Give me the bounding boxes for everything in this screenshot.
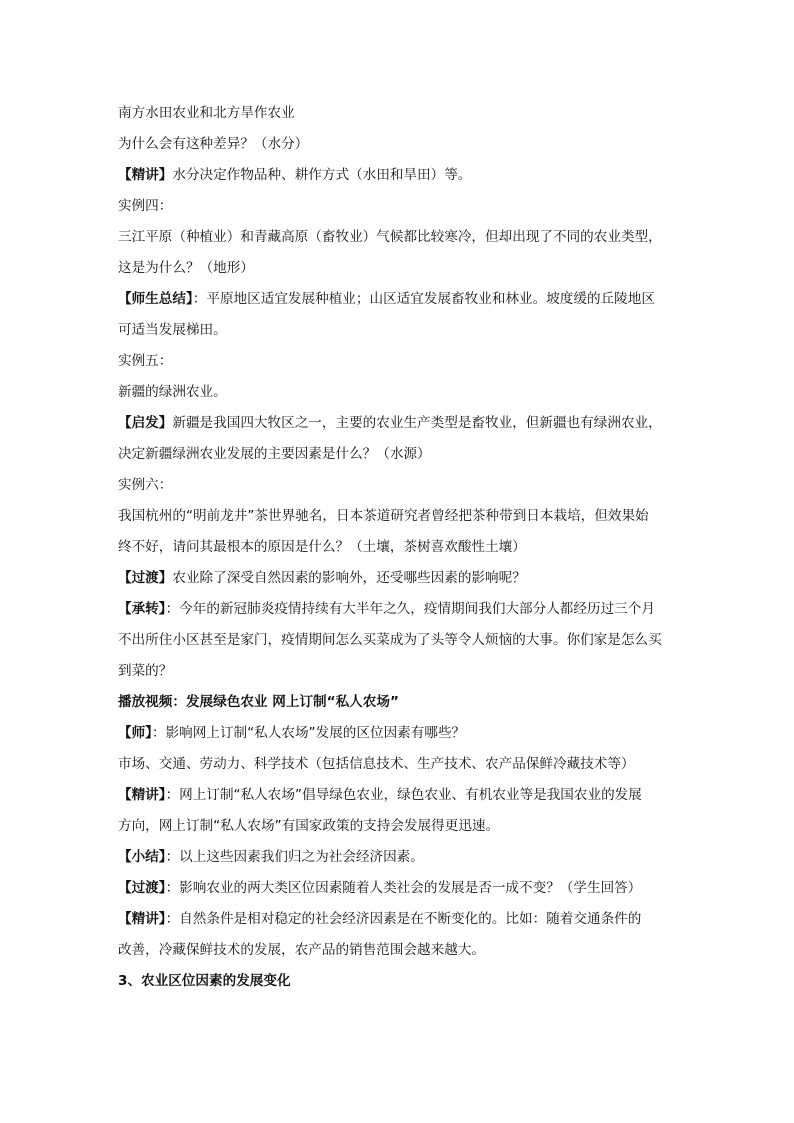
text-line: 实例六： [118, 477, 173, 493]
text-line: 方向，网上订制“私人农场”有国家政策的支持会发展得更迅速。 [118, 818, 500, 834]
text-line: 到菜的？ [118, 663, 173, 679]
text-line: 实例五： [118, 353, 173, 369]
text-line: 市场、交通、劳动力、科学技术（包括信息技术、生产技术、农产品保鲜冷藏技术等） [118, 756, 635, 772]
text-line: 南方水田农业和北方旱作农业 [118, 105, 295, 121]
text-line: 终不好，请问其最根本的原因是什么？（土壤，茶树喜欢酸性土壤） [118, 539, 526, 555]
text-line: 这是为什么？（地形） [118, 260, 254, 276]
text-line: 【承转】：今年的新冠肺炎疫情持续有大半年之久，疫情期间我们大部分人都经历过三个月 [118, 601, 655, 617]
document-body [118, 98, 688, 997]
video-heading: 播放视频：发展绿色农业 网上订制“私人农场” [118, 694, 399, 710]
text-line: 实例四： [118, 198, 173, 214]
text-line: 我国杭州的“明前龙井”茶世界驰名，日本茶道研究者曾经把茶种带到日本栽培，但效果始 [118, 508, 649, 524]
text-line: 【师】：影响网上订制“私人农场”发展的区位因素有哪些？ [118, 725, 466, 741]
section-heading: 3、农业区位因素的发展变化 [118, 973, 291, 989]
text-line: 三江平原（种植业）和青藏高原（畜牧业）气候都比较寒冷，但却出现了不同的农业类型， [118, 229, 662, 245]
text-line: 【小结】：以上这些因素我们归之为社会经济因素。 [118, 849, 424, 865]
text-line: 【精讲】：网上订制“私人农场”倡导绿色农业，绿色农业、有机农业等是我国农业的发展 [118, 787, 642, 803]
text-line: 改善，冷藏保鲜技术的发展，农产品的销售范围会越来越大。 [118, 942, 486, 958]
text-line: 可适当发展梯田。 [118, 322, 227, 338]
text-line: 【精讲】：自然条件是相对稳定的社会经济因素是在不断变化的。比如：随着交通条件的 [118, 911, 642, 927]
text-line: 不出所住小区甚至是家门，疫情期间怎么买菜成为了头等令人烦恼的大事。你们家是怎么买 [118, 632, 662, 648]
text-line: 【精讲】水分决定作物品种、耕作方式（水田和旱田）等。 [118, 167, 472, 183]
text-line: 【过渡】农业除了深受自然因素的影响外，还受哪些因素的影响呢？ [118, 570, 526, 586]
text-line: 新疆的绿洲农业。 [118, 384, 227, 400]
text-line: 【师生总结】：平原地区适宜发展种植业；山区适宜发展畜牧业和林业。坡度缓的丘陵地区 [118, 291, 655, 307]
text-line: 【启发】新疆是我国四大牧区之一，主要的农业生产类型是畜牧业，但新疆也有绿洲农业， [118, 415, 662, 431]
text-line: 【过渡】：影响农业的两大类区位因素随着人类社会的发展是否一成不变？（学生回答） [118, 880, 642, 896]
text-line: 为什么会有这种差异？（水分） [118, 136, 309, 152]
text-line: 决定新疆绿洲农业发展的主要因素是什么？（水源） [118, 446, 431, 462]
